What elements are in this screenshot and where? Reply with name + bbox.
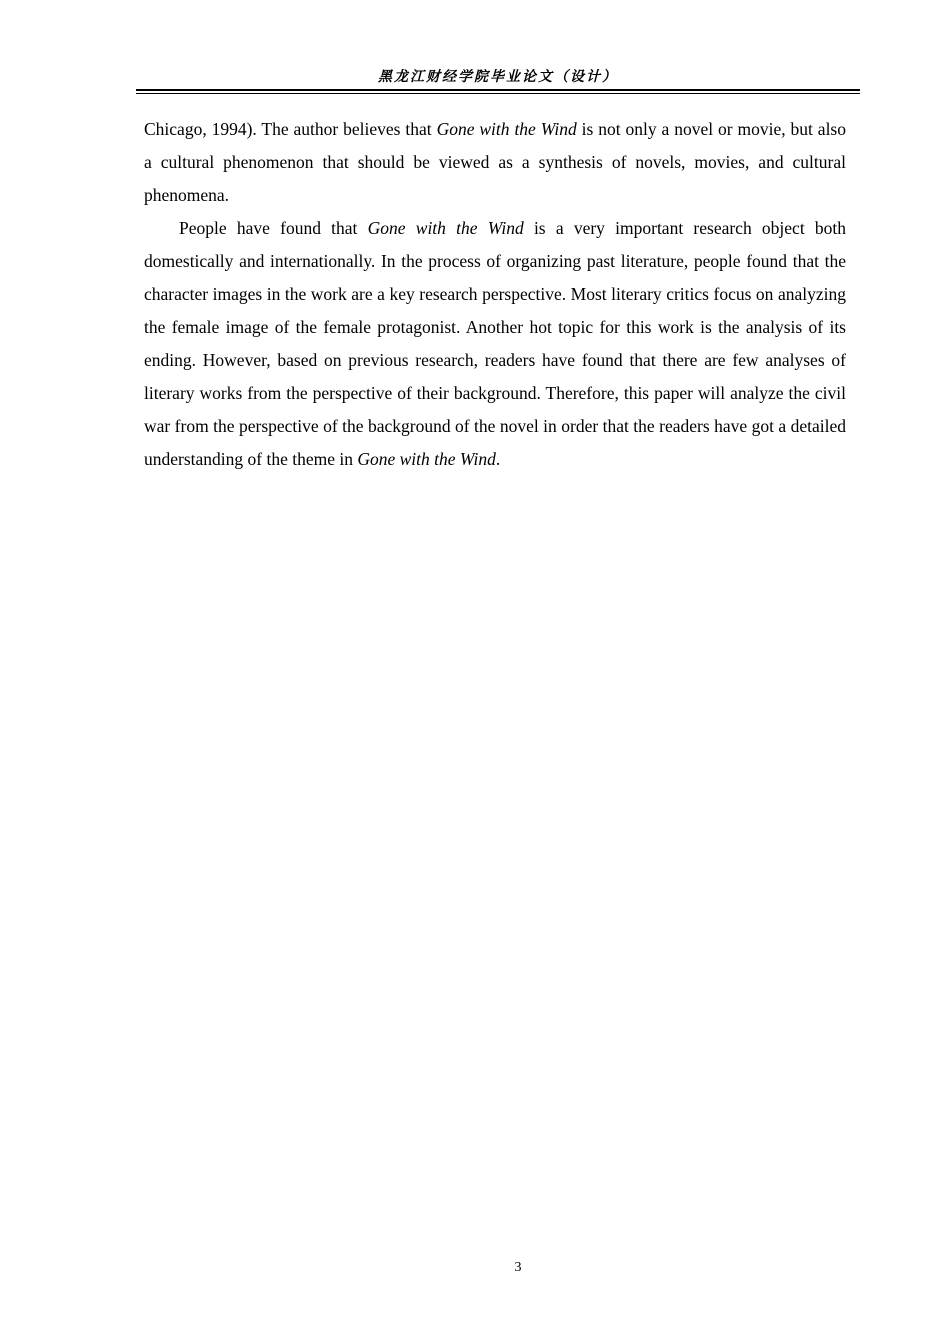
page-number: 3 xyxy=(514,1260,522,1275)
book-title: Gone with the Wind xyxy=(357,449,496,469)
book-title: Gone with the Wind xyxy=(436,119,577,139)
paragraph-1 xyxy=(144,113,846,212)
text-run: People have found that xyxy=(179,218,368,238)
text-run: is a very important research object both domestically and internationally. In the process of organizing past literature, people found that the character images in the work are a key research perspective. Most literary critics focus on analyzing the female image of the female protagonist. Another hot topic for this work is the analysis of its ending. However, based on previous research, readers have found that there are few analyses of literary works from the perspective of their background. Therefore, this paper will analyze the civil war from the perspective of the background of the novel in order that the readers have got a detailed understanding of the theme in xyxy=(144,218,847,469)
book-title: Gone with the Wind xyxy=(367,218,524,238)
paragraph-2 xyxy=(144,212,846,476)
header-rule-thick xyxy=(136,89,860,91)
text-run: Chicago, 1994). The author believes that xyxy=(144,119,437,139)
page-header-title: 黑龙江财经学院毕业论文（设计） xyxy=(378,69,618,85)
text-run: is not only a novel or movie, but also a cultural phenomenon that should be viewed as a synthesis of novels, movies, and cultural phenomena. xyxy=(144,119,846,205)
body-text xyxy=(144,113,846,476)
text-run: . xyxy=(495,449,501,469)
header-rule-thin xyxy=(136,93,860,94)
